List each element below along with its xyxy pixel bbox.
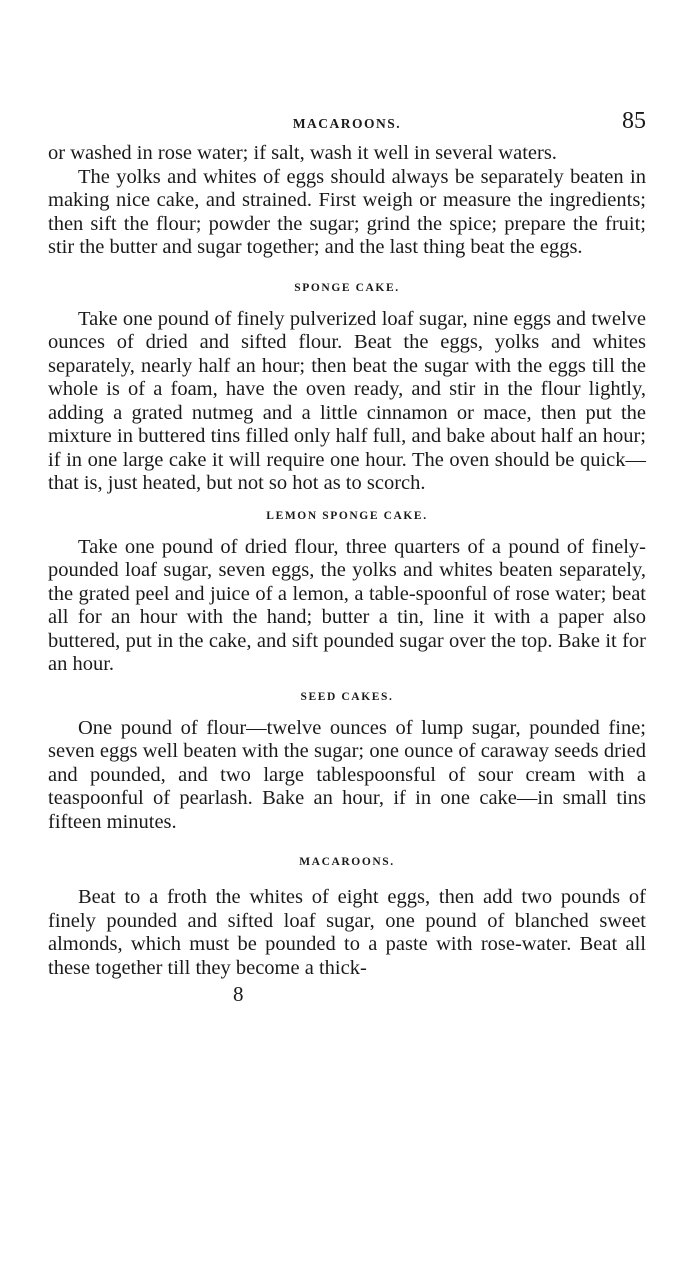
page-header	[48, 108, 646, 142]
seed-cakes-recipe: One pound of flour—twelve ounces of lump sugar, pounded fine; seven eggs well beaten with the sugar; one ounce of caraway seeds dried and pounded, and two large tablespoonsful of sour cream with a teaspoonful of pearlash. Bake an hour, if in one cake—in small tins fifteen minutes.	[48, 716, 646, 833]
macaroons-recipe: Beat to a froth the whites of eight eggs, then add two pounds of finely pounded and sifted loaf sugar, one pound of blanched sweet almonds, which must be pounded to a paste with rose-water. Beat all these together till they become a thick-	[48, 886, 646, 979]
lemon-sponge-cake-recipe: Take one pound of dried flour, three quarters of a pound of finely-pounded loaf sugar, seven eggs, the yolks and whites beaten separately, the grated peel and juice of a lemon, a table-spoonful of rose water; beat all for an hour with the hand; butter a tin, line it with a paper also buttered, put in the cake, and sift pounded sugar over the top. Bake it for an hour.	[48, 535, 646, 675]
macaroons-heading: MACAROONS.	[299, 856, 395, 868]
page-number: 85	[622, 108, 646, 134]
intro-paragraph: The yolks and whites of eggs should always be separately beaten in making nice cake, and strained. First weigh or measure the ingredients; then sift the flour; powder the sugar; grind the spice; prepare the fruit; stir the butter and sugar together; and the last thing beat the eggs.	[48, 165, 646, 258]
running-head: MACAROONS.	[292, 116, 402, 131]
sponge-cake-heading: SPONGE CAKE.	[294, 281, 400, 294]
seed-cakes-heading: SEED CAKES.	[300, 690, 394, 703]
book-page	[48, 108, 646, 1007]
signature-mark: 8	[233, 982, 244, 1006]
lemon-sponge-cake-heading: LEMON SPONGE CAKE.	[266, 509, 428, 522]
sponge-cake-recipe: Take one pound of finely pulverized loaf sugar, nine eggs and twelve ounces of dried and sifted flour. Beat the eggs, yolks and whites separately, nearly half an hour; then beat the sugar with the eggs till the whole is of a foam, have the oven ready, and stir in the flour lightly, adding a grated nutmeg and a little cinnamon or mace, then put the mixture in buttered tins filled only half full, and bake about half an hour; if in one large cake it will require one hour. The oven should be quick—that is, just heated, but not so hot as to scorch.	[48, 307, 646, 494]
intro-paragraph-continued: or washed in rose water; if salt, wash it well in several waters.	[48, 142, 557, 164]
